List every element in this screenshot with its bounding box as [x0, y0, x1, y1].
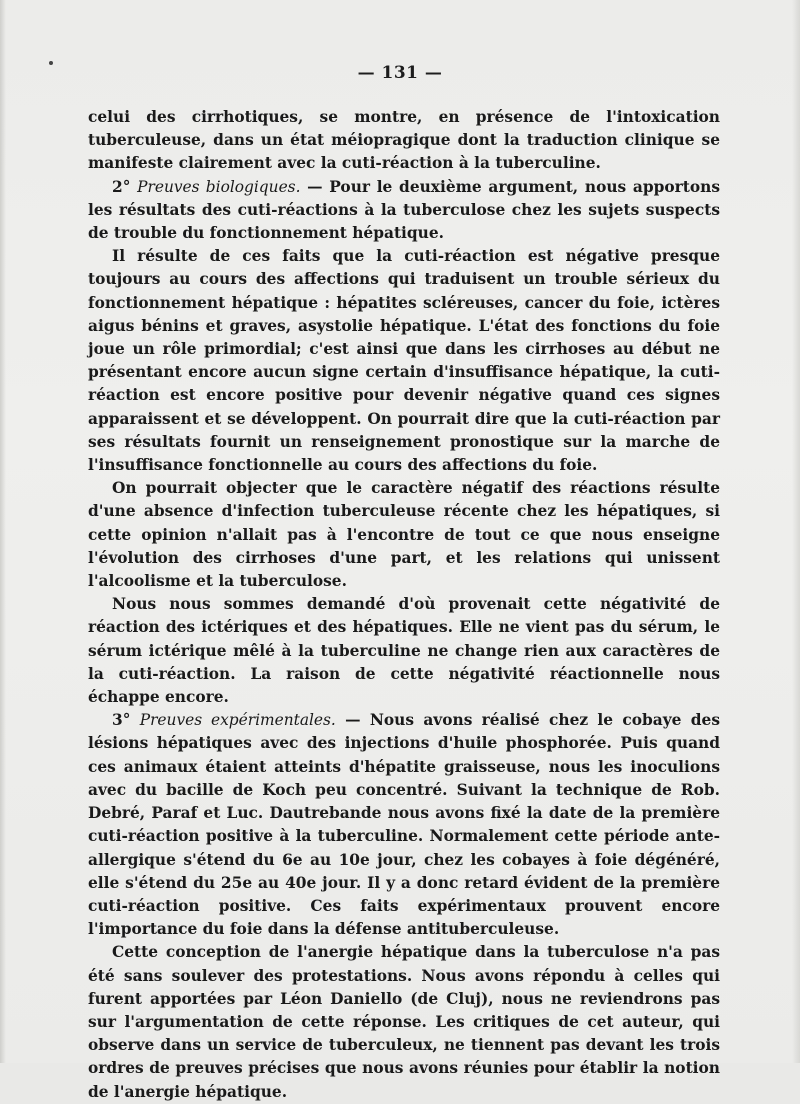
paragraph-1-text: celui des cirrhotiques, se montre, en présence de l'intoxication tuberculeuse, dans un état méiopragique dont la traduction clinique se manifeste clairement avec la cuti-réaction à la tuberculine.	[88, 108, 720, 173]
paragraph-3-text: Il résulte de ces faits que la cuti-réaction est négative presque toujours au cours des affections qui traduisent un trouble sérieux du fonctionnement hépatique : hépatites scléreuses, cancer du foie, ictères aigus bénins et graves, asystolie hépatique. L'état des fonctions du foie joue un rôle primordial; c'est ainsi que dans les cirrhoses au début ne présentant encore aucun signe certain d'insuffisance hépatique, la cuti-réaction est encore positive pour devenir négative quand ces signes apparaissent et se développent. On pourrait dire que la cuti-réaction par ses résultats fournit un renseignement pronostique sur la marche de l'insuffisance fonctionnelle au cours des affections du foie.	[88, 247, 720, 475]
page-edge-shadow-left	[0, 0, 6, 1063]
section-number: 3°	[112, 711, 140, 730]
body-text	[88, 106, 720, 1104]
section-heading-biological: Preuves biologiques.	[137, 177, 301, 196]
paragraph-5	[88, 593, 720, 709]
paragraph-4	[88, 477, 720, 593]
paragraph-6	[88, 709, 720, 941]
section-heading-experimental: Preuves expérimentales.	[139, 711, 336, 730]
paragraph-6-text: — Nous avons réalisé chez le cobaye des lésions hépatiques avec des injections d'huile phosphorée. Puis quand ces animaux étaient atteints d'hépatite graisseuse, nous les inoculions avec du bacille de Koch peu concentré. Suivant la technique de Rob. Debré, Paraf et Luc. Dautrebande nous avons fixé la date de la première cuti-réaction positive à la tuberculine. Normalement cette période ante-allergique s'étend du 6e au 10e jour, chez les cobayes à foie dégénéré, elle s'étend du 25e au 40e jour. Il y a donc retard évident de la première cuti-réaction positive. Ces faits expérimentaux prouvent encore l'importance du foie dans la défense antituberculeuse.	[88, 711, 720, 939]
page-edge-shadow-right	[792, 0, 800, 1063]
paragraph-7-text: Cette conception de l'anergie hépatique dans la tuberculose n'a pas été sans soulever des protestations. Nous avons répondu à celles qui furent apportées par Léon Daniello (de Cluj), nous ne reviendrons pas sur l'argumentation de cette réponse. Les critiques de cet auteur, qui observe dans un service de tuberculeux, ne tiennent pas devant les trois ordres de preuves précises que nous avons réunies pour établir la notion de l'anergie hépatique.	[88, 943, 720, 1101]
paragraph-1	[88, 106, 720, 176]
paragraph-7	[88, 941, 720, 1103]
paragraph-2-text: — Pour le deuxième argument, nous apportons les résultats des cuti-réactions à la tuberculose chez les sujets suspects de trouble du fonctionnement hépatique.	[88, 177, 720, 243]
section-number: 2°	[112, 177, 138, 196]
page-number: — 131 —	[357, 63, 443, 83]
paragraph-4-text: On pourrait objecter que le caractère négatif des réactions résulte d'une absence d'infection tuberculeuse récente chez les hépatiques, si cette opinion n'allait pas à l'encontre de tout ce que nous enseigne l'évolution des cirrhoses d'une part, et les relations qui unissent l'alcoolisme et la tuberculose.	[88, 479, 720, 591]
paragraph-5-text: Nous nous sommes demandé d'où provenait cette négativité de réaction des ictériques et des hépatiques. Elle ne vient pas du sérum, le sérum ictérique mêlé à la tuberculine ne change rien aux caractères de la cuti-réaction. La raison de cette négativité réactionnelle nous échappe encore.	[88, 595, 720, 707]
paragraph-3	[88, 245, 720, 477]
paragraph-2	[88, 176, 720, 246]
